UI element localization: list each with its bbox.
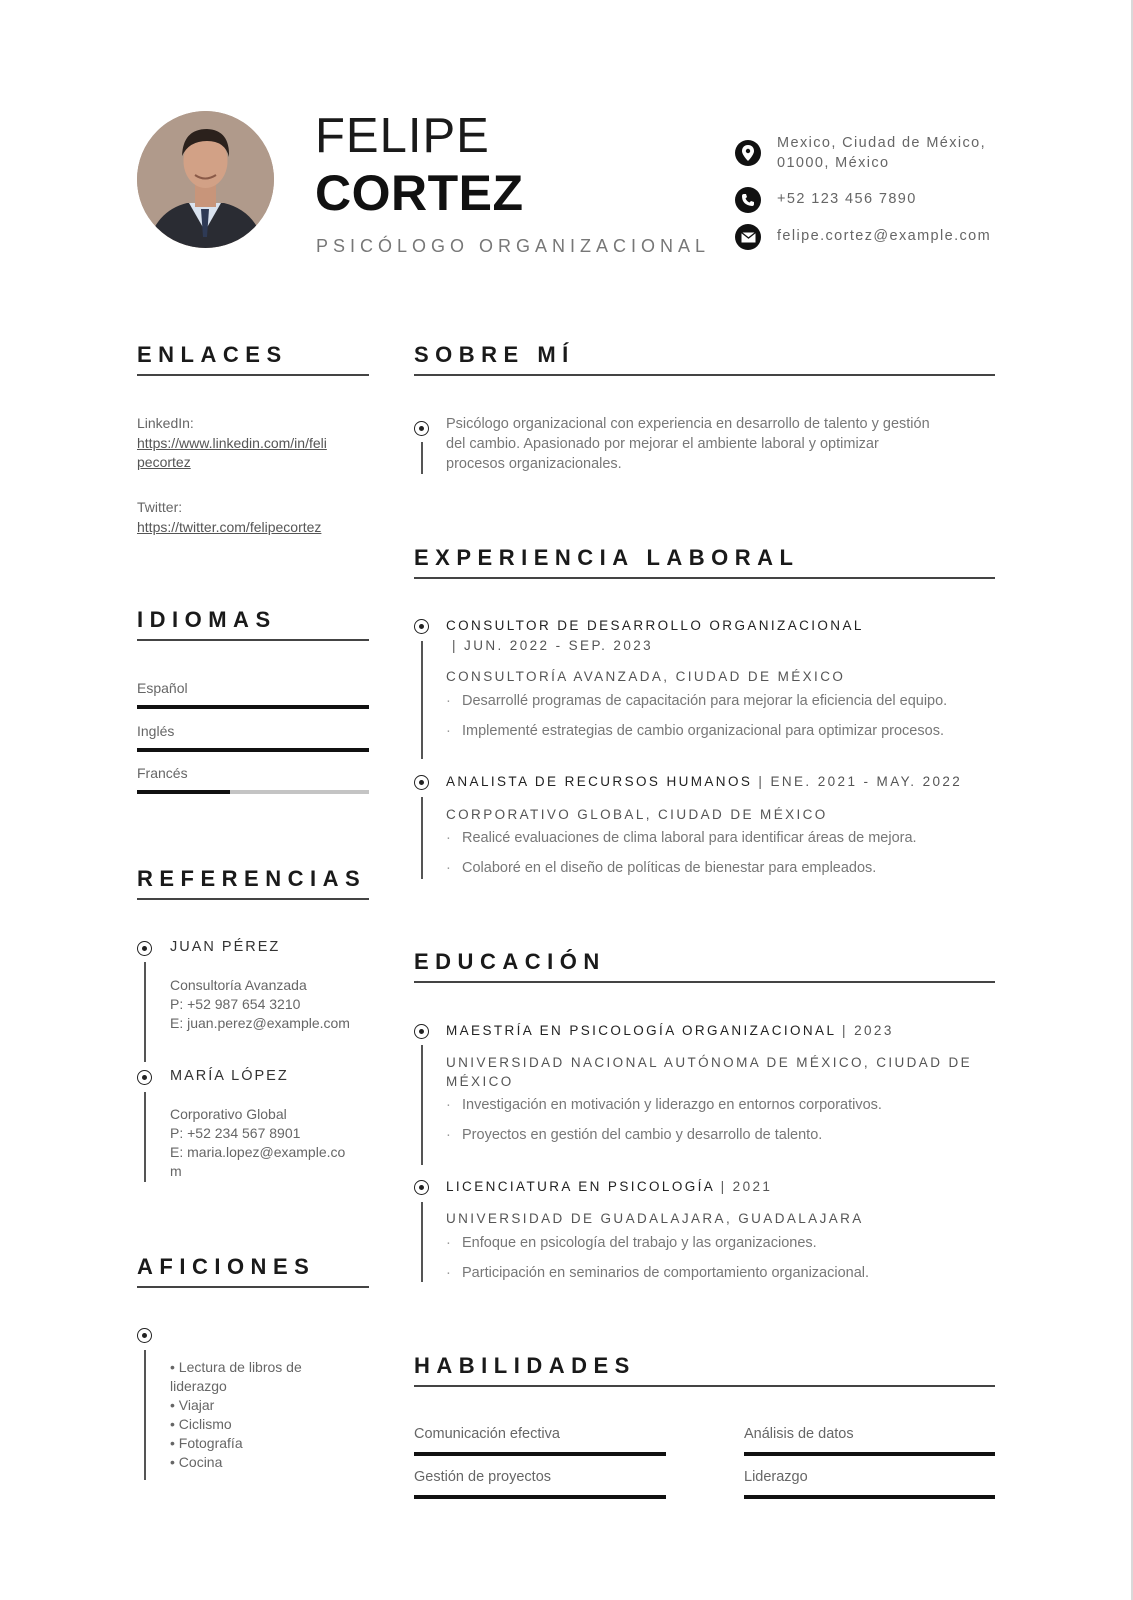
about-section-title: SOBRE MÍ [414,342,575,367]
reference-company: Corporativo Global [170,1106,287,1122]
timeline-dot [414,775,429,790]
skill-bar-track [744,1495,995,1499]
timeline-line [421,641,423,759]
last-name: CORTEZ [315,165,524,221]
linkedin-label: LinkedIn: [137,415,194,431]
timeline-dot [414,421,429,436]
timeline-line [144,962,146,1062]
timeline-line [144,1092,146,1182]
job-org: CONSULTORÍA AVANZADA, CIUDAD DE MÉXICO [446,669,846,684]
skill-bar [414,1495,666,1499]
references-section-rule [137,898,369,900]
timeline-line [421,1202,423,1282]
skill-bar [414,1452,666,1456]
reference-company: Consultoría Avanzada [170,977,307,993]
hobby-item: • Cocina [170,1454,223,1470]
job-bullet: · Desarrollé programas de capacitación para mejorar la eficiencia del equipo. [446,693,948,709]
language-name: Español [137,680,188,696]
timeline-dot [414,1024,429,1039]
timeline-line [144,1350,146,1480]
education-bullet: · Participación en seminarios de comportamiento organizacional. [446,1265,870,1281]
timeline-dot [137,1328,152,1343]
job-bullet: · Colaboré en el diseño de políticas de bienestar para empleados. [446,860,877,876]
job-dates: | JUN. 2022 - SEP. 2023 [452,638,654,653]
reference-phone: P: +52 987 654 3210 [170,996,301,1012]
address-line2: 01000, México [777,155,890,171]
phone-text: +52 123 456 7890 [777,191,917,207]
skill-name: Liderazgo [744,1469,808,1485]
timeline-dot [414,1180,429,1195]
reference-name: JUAN PÉREZ [170,939,281,955]
timeline-dot [137,941,152,956]
reference-phone: P: +52 234 567 8901 [170,1125,301,1141]
skill-bar [744,1452,995,1456]
education-org-cont: MÉXICO [446,1074,514,1089]
envelope-icon [735,224,761,250]
avatar [137,111,274,248]
education-bullet: · Investigación en motivación y liderazgo en entornos corporativos. [446,1097,882,1113]
first-name: FELIPE [315,109,490,163]
education-section-title: EDUCACIÓN [414,949,606,974]
job-bullet: · Implementé estrategias de cambio organizacional para optimizar procesos. [446,723,944,739]
education-degree: MAESTRÍA EN PSICOLOGÍA ORGANIZACIONAL | 2023 [446,1023,894,1038]
language-bar-fill [137,748,369,752]
links-section-title: ENLACES [137,342,288,367]
timeline-dot [137,1070,152,1085]
reference-email-cont: m [170,1163,182,1179]
reference-email: E: juan.perez@example.com [170,1015,350,1031]
job-title: PSICÓLOGO ORGANIZACIONAL [316,236,711,256]
skills-section-title: HABILIDADES [414,1353,636,1378]
hobbies-section-title: AFICIONES [137,1254,316,1279]
language-bar [137,705,369,709]
phone-icon [735,187,761,213]
education-degree: LICENCIATURA EN PSICOLOGÍA | 2021 [446,1179,773,1194]
skill-bar [744,1495,995,1499]
job-position: CONSULTOR DE DESARROLLO ORGANIZACIONAL [446,618,864,633]
hobby-item: • Fotografía [170,1435,243,1451]
languages-section-rule [137,639,369,641]
hobby-item: • Ciclismo [170,1416,232,1432]
linkedin-link[interactable]: https://www.linkedin.com/in/feli [137,435,327,451]
hobby-item: • Viajar [170,1397,215,1413]
references-section-title: REFERENCIAS [137,866,367,891]
experience-section-title: EXPERIENCIA LABORAL [414,545,800,570]
linkedin-link-cont[interactable]: pecortez [137,454,191,470]
skill-bar-track [744,1452,995,1456]
skill-name: Comunicación efectiva [414,1426,560,1442]
language-name: Francés [137,765,188,781]
timeline-line [421,442,423,474]
about-section-rule [414,374,995,376]
skill-bar-track [414,1452,666,1456]
skills-section-rule [414,1385,995,1387]
job-bullet: · Realicé evaluaciones de clima laboral para identificar áreas de mejora. [446,830,917,846]
language-bar [137,748,369,752]
languages-section-title: IDIOMAS [137,607,277,632]
about-text: procesos organizacionales. [446,456,622,472]
education-org: UNIVERSIDAD DE GUADALAJARA, GUADALAJARA [446,1211,864,1226]
hobby-item: • Lectura de libros de [170,1359,302,1375]
timeline-line [421,797,423,879]
language-name: Inglés [137,723,175,739]
address-line1: Mexico, Ciudad de México, [777,135,987,151]
skill-name: Gestión de proyectos [414,1469,552,1485]
twitter-label: Twitter: [137,499,183,515]
email-text[interactable]: felipe.cortez@example.com [777,228,992,244]
hobbies-section-rule [137,1286,369,1288]
language-bar [137,790,369,794]
timeline-line [421,1045,423,1165]
twitter-link[interactable]: https://twitter.com/felipecortez [137,519,322,535]
education-bullet: · Enfoque en psicología del trabajo y las organizaciones. [446,1235,817,1251]
skill-name: Análisis de datos [744,1426,854,1442]
education-org: UNIVERSIDAD NACIONAL AUTÓNOMA DE MÉXICO, CIUDAD DE [446,1055,973,1070]
job-position: ANALISTA DE RECURSOS HUMANOS | ENE. 2021 - MAY. 2022 [446,774,963,789]
experience-section-rule [414,577,995,579]
reference-name: MARÍA LÓPEZ [170,1068,289,1084]
education-section-rule [414,981,995,983]
reference-email: E: maria.lopez@example.co [170,1144,346,1160]
about-text: Psicólogo organizacional con experiencia en desarrollo de talento y gestión [446,416,930,432]
language-bar-fill [137,705,369,709]
timeline-dot [414,619,429,634]
education-bullet: · Proyectos en gestión del cambio y desarrollo de talento. [446,1127,823,1143]
hobby-item: liderazgo [170,1378,227,1394]
job-org: CORPORATIVO GLOBAL, CIUDAD DE MÉXICO [446,807,828,822]
links-section-rule [137,374,369,376]
about-text: del cambio. Apasionado por mejorar el ambiente laboral y optimizar [446,436,879,452]
language-bar-fill [137,790,230,794]
location-pin-icon [735,140,761,166]
skill-bar-track [414,1495,666,1499]
